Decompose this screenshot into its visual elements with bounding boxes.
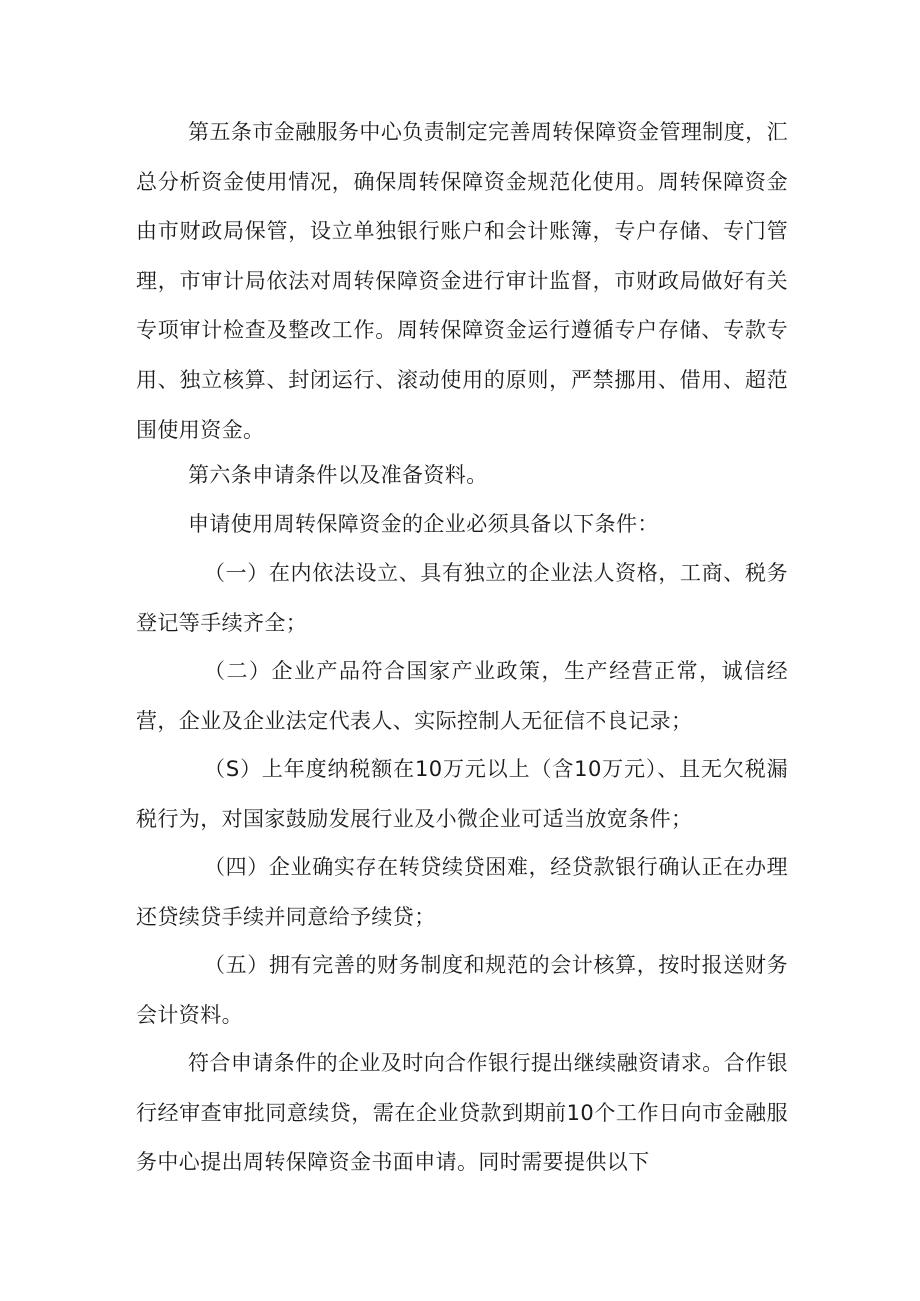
paragraph-condition-4: （四）企业确实存在转贷续贷困难，经贷款银行确认正在办理还贷续贷手续并同意给予续贷； [136,855,788,929]
paragraph-condition-5: （五）拥有完善的财务制度和规范的会计核算，按时报送财务会计资料。 [136,953,788,1027]
paragraph-article-5: 第五条市金融服务中心负责制定完善周转保障资金管理制度，汇总分析资金使用情况，确保周转保障资金规范化使用。周转保障资金由市财政局保管，设立单独银行账户和会计账簿，专户存储、专门管理，市审计局依法对周转保障资金进行审计监督，市财政局做好有关专项审计检查及整改工作。周转保障资金运行遵循专户存储、专款专用、独立核算、封闭运行、滚动使用的原则，严禁挪用、借用、超范围使用资金。 [136,120,788,442]
paragraph-condition-3: （S）上年度纳税额在10万元以上（含10万元）、且无欠税漏税行为，对国家鼓励发展行业及小微企业可适当放宽条件； [136,757,788,831]
paragraph-application-procedure: 符合申请条件的企业及时向合作银行提出继续融资请求。合作银行经审查审批同意续贷，需在企业贷款到期前10个工作日向市金融服务中心提出周转保障资金书面申请。同时需要提供以下 [136,1051,788,1175]
paragraph-article-6-heading: 第六条申请条件以及准备资料。 [188,463,488,487]
paragraph-conditions-intro: 申请使用周转保障资金的企业必须具备以下条件： [188,512,659,536]
paragraph-condition-1: （一）在内依法设立、具有独立的企业法人资格，工商、税务登记等手续齐全； [136,561,788,635]
paragraph-condition-2: （二）企业产品符合国家产业政策，生产经营正常，诚信经营，企业及企业法定代表人、实际控制人无征信不良记录； [136,659,788,733]
